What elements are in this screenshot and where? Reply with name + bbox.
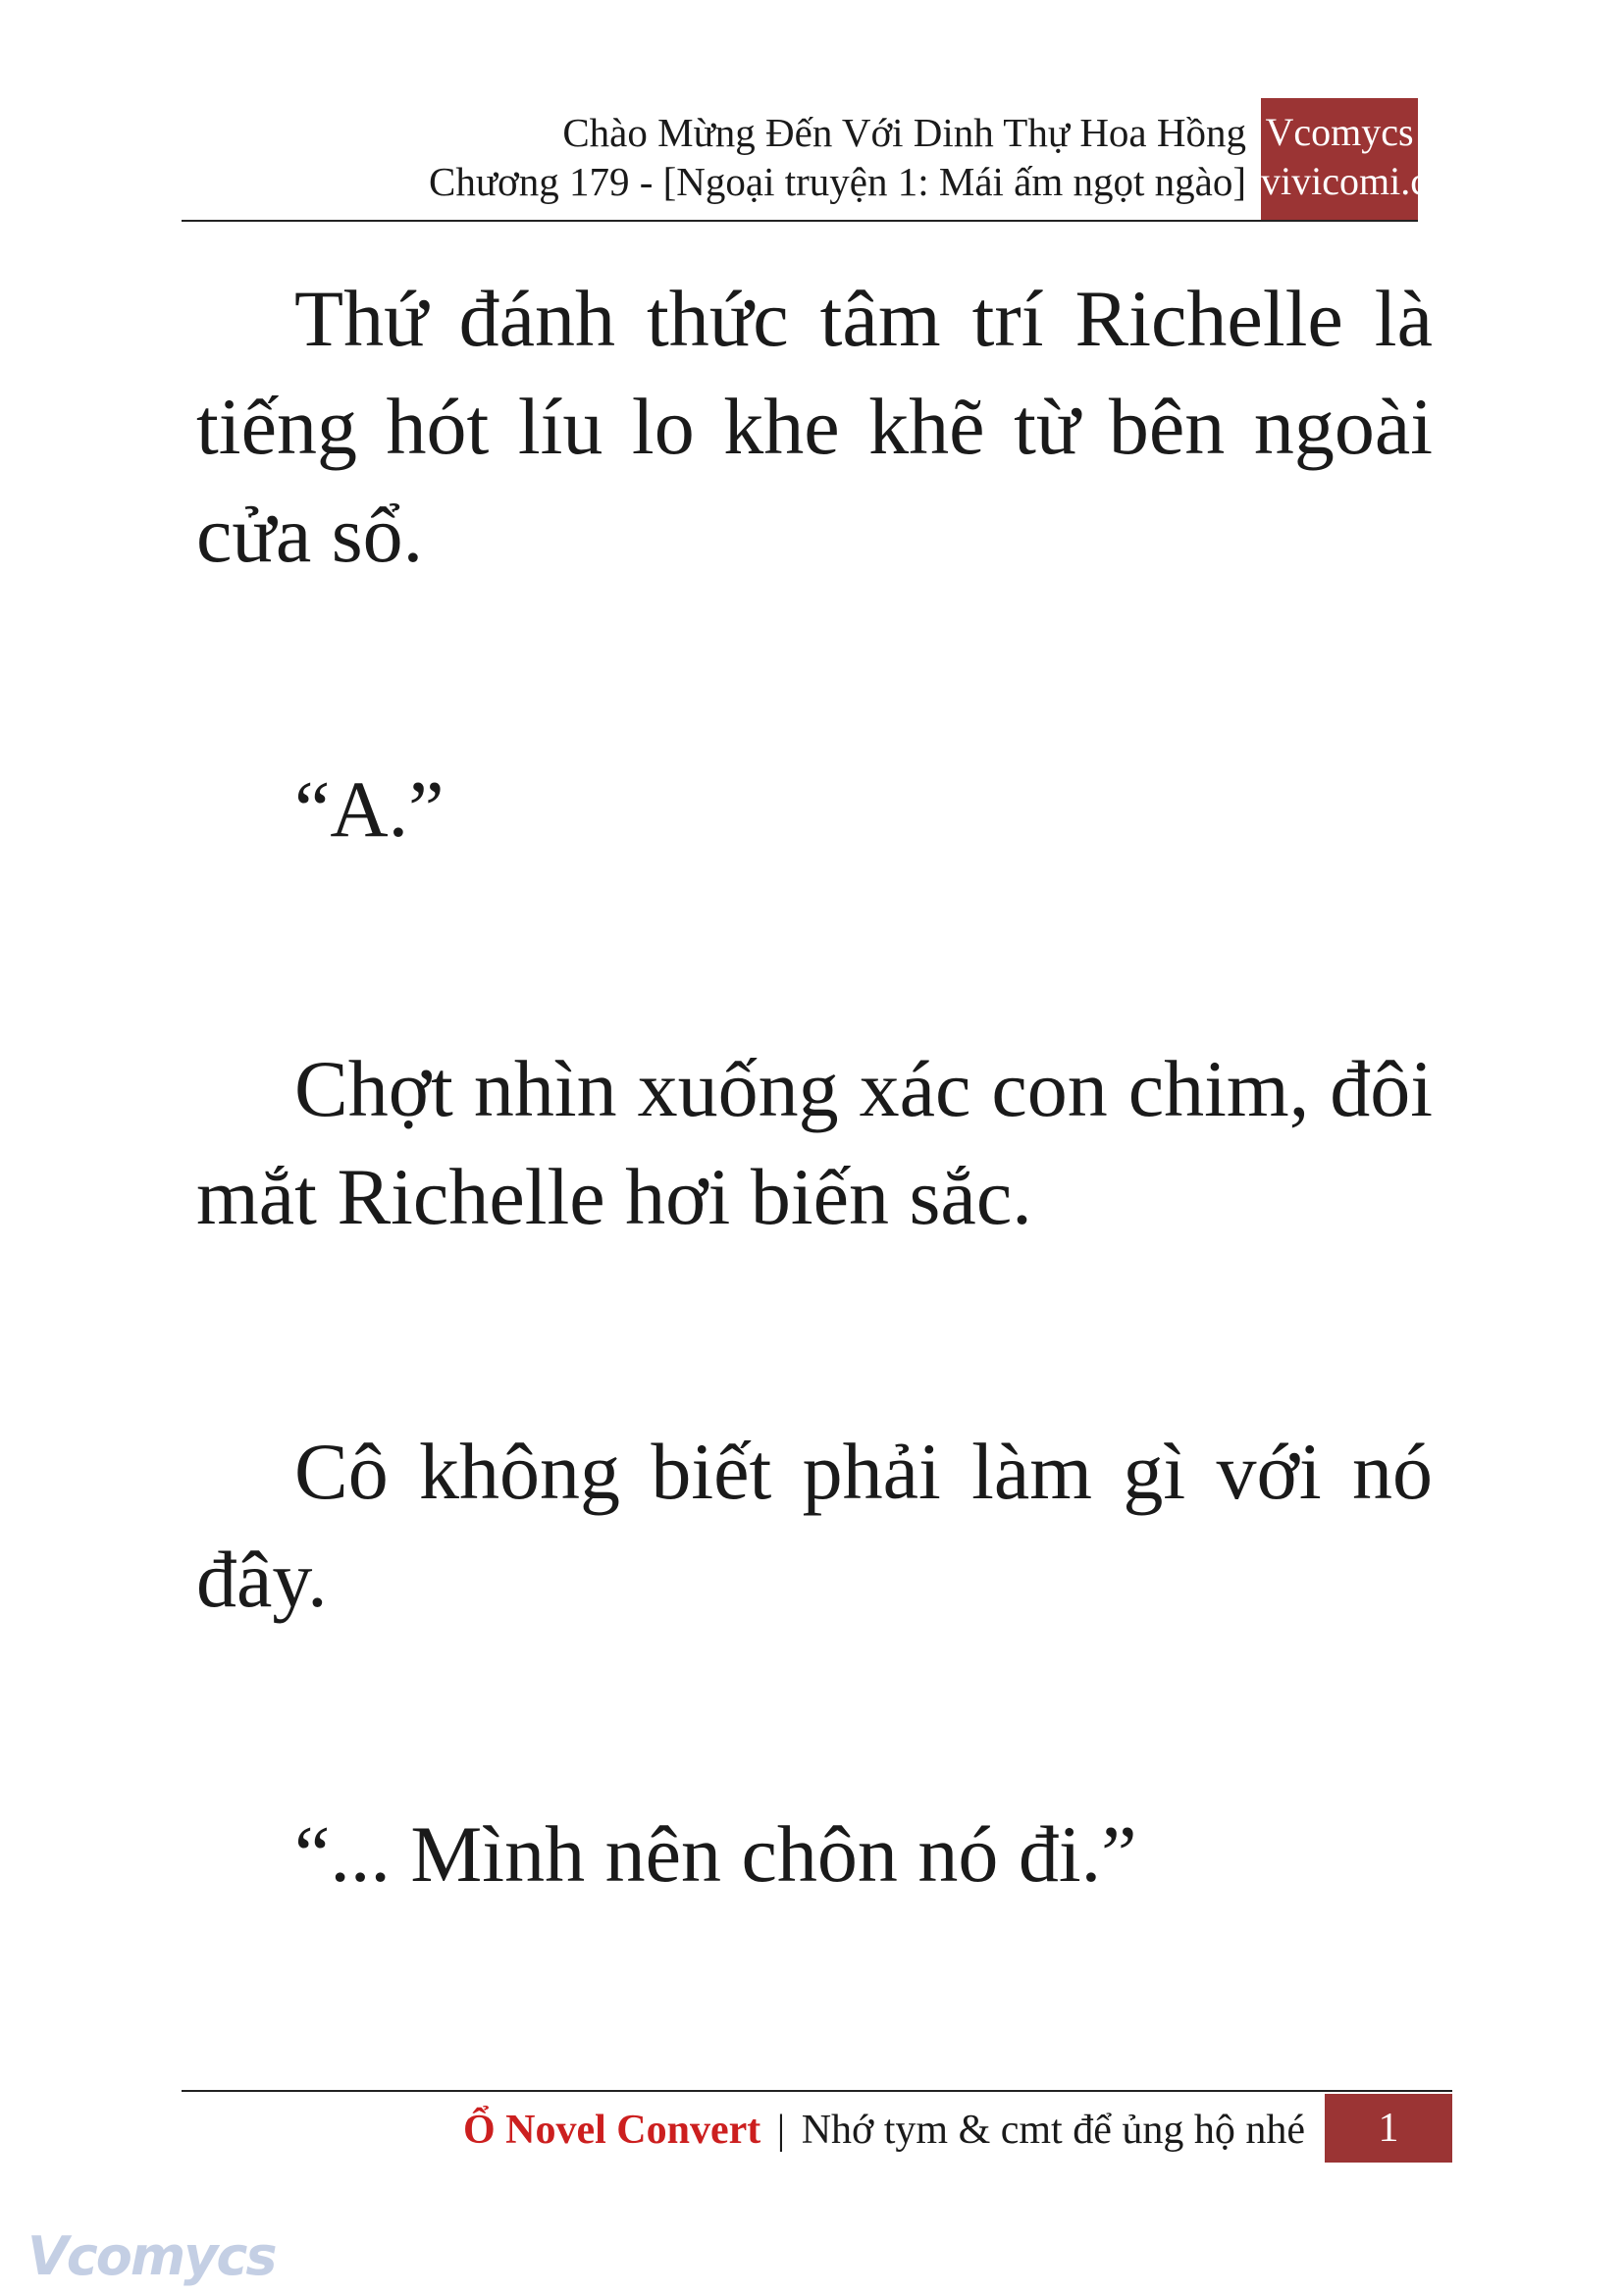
- footer-divider: [182, 2090, 1452, 2092]
- header-divider: [182, 220, 1418, 222]
- paragraph: Thứ đánh thức tâm trí Richelle là tiếng hót líu lo khe khẽ từ bên ngoài cửa sổ.: [196, 274, 1433, 579]
- chapter-title: Chương 179 - [Ngoại truyện 1: Mái ấm ngọt ngào]: [428, 159, 1246, 204]
- book-title: Chào Mừng Đến Với Dinh Thự Hoa Hồng: [562, 110, 1246, 155]
- brand-name: Vcomycs: [1265, 110, 1414, 154]
- page-header: [182, 98, 1447, 222]
- brand-site: vivicomi.co: [1261, 159, 1447, 203]
- footer-brand: Ổ Novel Convert: [462, 2108, 761, 2153]
- header-titles: [182, 98, 1246, 220]
- paragraph: Chợt nhìn xuống xác con chim, đôi mắt Richelle hơi biến sắc.: [196, 1044, 1433, 1241]
- page-number: 1: [1325, 2094, 1452, 2163]
- paragraph: Cô không biết phải làm gì với nó đây.: [196, 1427, 1433, 1624]
- paragraph: “A.”: [294, 764, 445, 854]
- footer-separator: |: [776, 2108, 786, 2153]
- brand-box: [1261, 98, 1447, 220]
- page-footer: [182, 2090, 1452, 2164]
- footer-message: Nhớ tym & cmt để ủng hộ nhé: [801, 2108, 1305, 2153]
- watermark-logo: Vcomycs: [27, 2225, 276, 2287]
- footer-text: [463, 2100, 1305, 2161]
- paragraph: “... Mình nên chôn nó đi.”: [294, 1809, 1137, 1899]
